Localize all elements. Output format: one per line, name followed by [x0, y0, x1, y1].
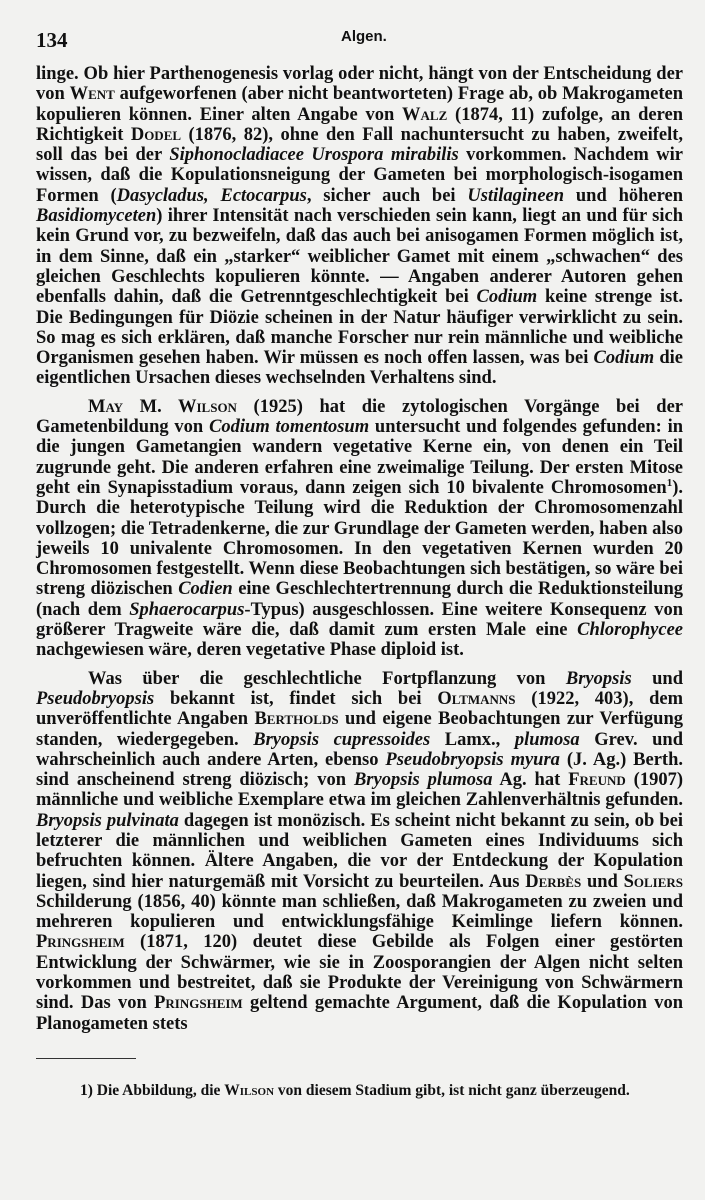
text-run: untersucht und folgendes gefunden: in die jungen Gametangien wandern vegetative Kerne ein, von denen ein Teil zugrunde geht. Die anderen erfahren eine zweimalige Teilung. Der ersten Mitose geht ein Synapisstadium voraus, dann zeigen sich 10 bivalente Chromosomen [36, 417, 683, 498]
author-name: Wilson [224, 1081, 275, 1099]
text-run: (1874, 11) zufolge, an deren Richtigkeit [36, 104, 683, 145]
author-name: Pringsheim [154, 993, 243, 1014]
italic-text: Codien [178, 579, 233, 600]
text-run: dagegen ist monözisch. Es scheint nicht bekannt zu sein, ob bei letzterer die männlichen und weiblichen Gameten eines Individuums sich befruchten können. Ältere Angaben, die vor der Entdeckung der Kopulation liegen, sind hier naturgemäß mit Vorsicht zu beurteilen. Aus [36, 810, 683, 892]
author-name: Derbès [525, 871, 582, 892]
paragraph-1 [36, 64, 683, 389]
italic-text: Bryopsis pulvinata [36, 810, 179, 831]
text-run: (1907) männliche und weibliche Exemplare etwa im gleichen Zahlenverhältnis gefunden. [36, 770, 683, 811]
italic-text: plumosa [514, 729, 580, 750]
italic-text: Bryopsis [565, 668, 632, 689]
text-run: ) ihrer Intensität nach verschieden sein kann, liegt an und für sich kein Grund vor, zu bezweifeln, daß das auch bei anisogamen Formen möglich ist, in dem Sinne, daß ein „starker“ weiblicher Gamet mit einem „schwachen“ des gleichen Geschlechts kopulieren könnte. — Angaben anderer Autoren gehen ebenfalls dahin, daß die Getrenntgeschlechtigkeit bei [36, 206, 683, 308]
text-run: (1876, 82), ohne den Fall nachuntersucht zu haben, zweifelt, soll das bei der [36, 124, 683, 166]
italic-text: Dasycladus, Ectocarpus [116, 185, 307, 206]
text-run: 1) Die Abbildung, die [80, 1081, 225, 1099]
italic-text: Pseudobryopsis [36, 688, 155, 709]
author-name: Freund [568, 770, 626, 791]
text-run: , sicher auch bei [306, 185, 468, 206]
author-name: Oltmanns [437, 688, 516, 709]
italic-text: Bryopsis cupressoides [253, 729, 431, 750]
text-run: eine Geschlechtertrennung durch die Reduktionsteilung (nach dem [36, 579, 683, 620]
author-name: Dodel [130, 124, 182, 145]
text-run: Grev. und wahrscheinlich auch andere Arten, ebenso [36, 729, 684, 770]
author-name: May M. Wilson [88, 396, 237, 417]
paragraph-3 [36, 669, 683, 1034]
footnote-marker: 1 [666, 476, 673, 489]
text-run: linge. Ob hier Parthenogenesis vorlag oder nicht, hängt von der Entscheidung der von [36, 64, 683, 105]
text-run: Ag. hat [492, 770, 569, 791]
text-run: und [581, 871, 624, 892]
author-name: Soliers [623, 871, 683, 892]
italic-text: Codium tomentosum [209, 417, 370, 438]
text-run: von diesem Stadium gibt, ist nicht ganz überzeugend. [274, 1081, 630, 1099]
text-run: geltend gemachte Argument, daß die Kopulation von Planogameten stets [36, 993, 683, 1034]
text-run: (1925) hat die zytologischen Vorgänge bei der Gametenbildung von [36, 396, 683, 438]
page-number: 134 [36, 28, 68, 52]
text-run: bekannt ist, findet sich bei [154, 688, 438, 709]
author-name: Walz [402, 104, 448, 125]
italic-text: Basidiomyceten [36, 206, 157, 227]
paragraph-2 [36, 397, 683, 661]
text-run: (1922, 403), dem unveröffentlichte Angaben [36, 688, 684, 730]
author-name: Went [69, 84, 115, 105]
italic-text: Bryopsis plumosa [353, 770, 493, 791]
text-run: Lamx., [430, 729, 515, 750]
author-name: Pringsheim [36, 932, 125, 953]
text-run: die eigentlichen Ursachen dieses wechselnden Verhaltens sind. [36, 348, 684, 389]
text-run: und [631, 668, 683, 689]
text-run: -Typus) ausgeschlossen. Eine weitere Konsequenz von größerer Tragweite wäre die, daß damit zum ersten Male eine [36, 599, 683, 641]
italic-text: Sphaerocarpus [129, 599, 245, 620]
italic-text: Pseudobryopsis myura [385, 749, 560, 770]
text-run: (1871, 120) deutet diese Gebilde als Folgen einer gestörten Entwicklung der Schwärmer, wie sie in Zoosporangien der Algen nicht selten vorkommen und bestreitet, daß sie Produkte der Vereinigung von Schwärmern sind. Das von [36, 932, 683, 1014]
italic-text: Codium [593, 348, 655, 369]
footnote [36, 1081, 683, 1100]
footnote-rule [36, 1058, 136, 1059]
author-name: Bertholds [254, 709, 339, 730]
text-run: keine strenge ist. Die Bedingungen für Diözie scheinen in der Natur häufiger verwirklicht zu sein. So mag es sich erklären, daß manche Forscher nur rein männliche und weibliche Organismen gesehen haben. Wir müssen es noch offen lassen, was bei [36, 287, 683, 369]
text-run: nachgewiesen wäre, deren vegetative Phase diploid ist. [36, 640, 464, 661]
text-run: und eigene Beobachtungen zur Verfügung standen, wiedergegeben. [36, 709, 683, 750]
text-run: (J. Ag.) Berth. sind anscheinend streng diözisch; von [36, 749, 684, 791]
italic-text: Siphonocladiacee Urospora mirabilis [169, 145, 459, 166]
text-run: Schilderung (1856, 40) könnte man schließen, daß Makrogameten zu zweien und mehreren kopulieren und entwicklungsfähige Keimlinge liefern können. [36, 891, 683, 933]
text-run: Was über die geschlechtliche Fortpflanzung von [88, 668, 566, 689]
italic-text: Ustilagineen [467, 185, 565, 206]
text-run: ). Durch die heterotypische Teilung wird die Reduktion der Chromosomenzahl vollzogen; die Tetradenkerne, die zur Grundlage der Gameten werden, haben also jeweils 10 univalente Chromosomen. In den vegetativen Kernen wurden 20 Chromosomen festgestellt. Wenn diese Beobachtungen sich bestätigen, so wäre bei streng diözischen [36, 477, 683, 600]
page-header [36, 18, 683, 64]
text-run: und höheren [564, 185, 683, 206]
text-run: aufgeworfenen (aber nicht beantworteten) Frage ab, ob Makrogameten kopulieren können. Einer alten Angabe von [36, 84, 683, 125]
italic-text: Codium [476, 287, 538, 308]
body-text [36, 64, 683, 1034]
italic-text: Chlorophycee [577, 620, 683, 641]
text-run: vorkommen. Nachdem wir wissen, daß die Kopulationsneigung der Gameten bei morphologisch-isogamen Formen ( [36, 145, 683, 206]
running-head: Algen. [341, 28, 387, 45]
